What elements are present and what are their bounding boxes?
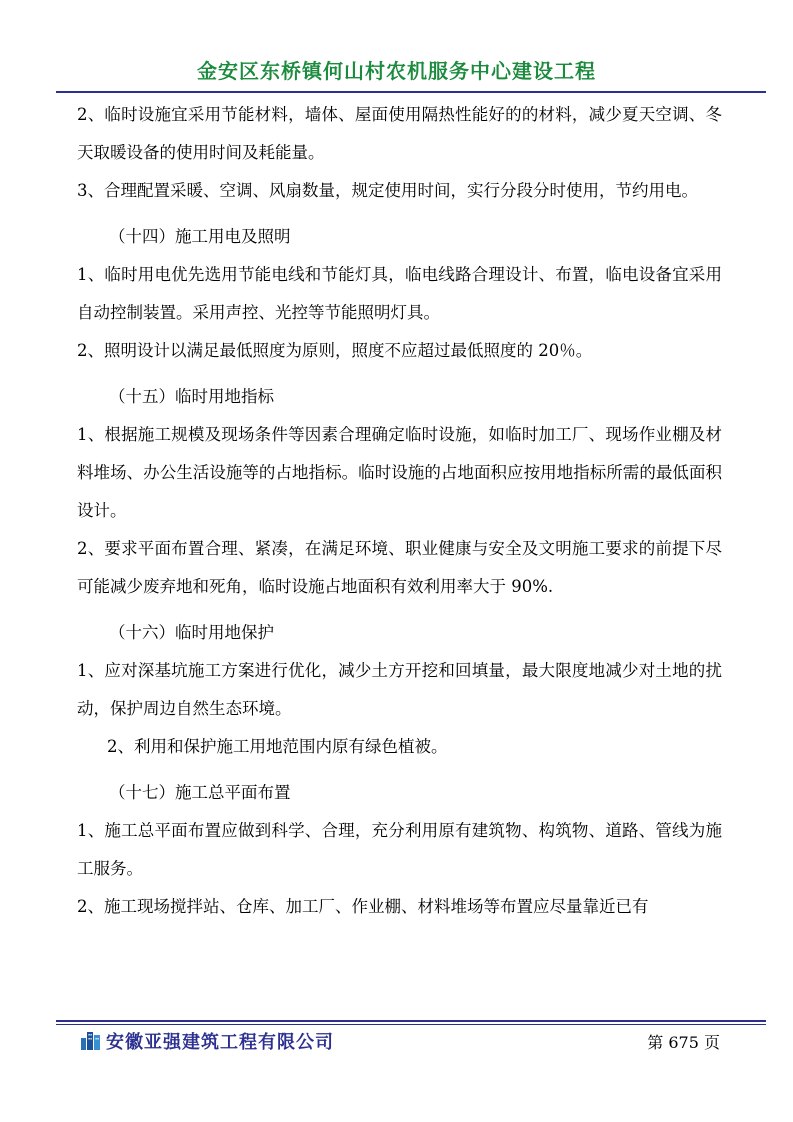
section-heading: （十四）施工用电及照明 <box>109 227 291 246</box>
building-logo-icon <box>80 1030 102 1050</box>
paragraph: 1、施工总平面布置应做到科学、合理，充分利用原有建筑物、构筑物、道路、管线为施工服务。 <box>77 821 722 878</box>
paragraph: 1、临时用电优先选用节能电线和节能灯具，临电线路合理设计、布置，临电设备宜采用自动控制装置。采用声控、光控等节能照明灯具。 <box>77 265 722 322</box>
paragraph: 1、应对深基坑施工方案进行优化，减少土方开挖和回填量，最大限度地减少对土地的扰动，保护周边自然生态环境。 <box>77 661 722 718</box>
document-body <box>77 96 722 926</box>
paragraph: 3、合理配置采暖、空调、风扇数量，规定使用时间，实行分段分时使用，节约用电。 <box>77 181 698 200</box>
section-heading: （十七）施工总平面布置 <box>109 783 291 802</box>
footer-rule-top <box>56 1020 766 1022</box>
footer-rule-bottom <box>56 1024 766 1025</box>
paragraph: 1、根据施工规模及现场条件等因素合理确定临时设施，如临时加工厂、现场作业棚及材料堆场、办公生活设施等的占地指标。临时设施的占地面积应按用地指标所需的最低面积设计。 <box>77 425 722 520</box>
paragraph: 2、临时设施宜采用节能材料，墙体、屋面使用隔热性能好的的材料，减少夏天空调、冬天取暖设备的使用时间及耗能量。 <box>77 105 722 162</box>
page-number: 第 675 页 <box>647 1033 720 1052</box>
page-footer <box>80 1028 720 1056</box>
paragraph: 2、施工现场搅拌站、仓库、加工厂、作业棚、材料堆场等布置应尽量靠近已有 <box>77 897 649 916</box>
company-name: 安徽亚强建筑工程有限公司 <box>106 1032 334 1053</box>
paragraph: 2、要求平面布置合理、紧凑，在满足环境、职业健康与安全及文明施工要求的前提下尽可能减少废弃地和死角，临时设施占地面积有效利用率大于 90%. <box>77 539 722 596</box>
page-header-title: 金安区东桥镇何山村农机服务中心建设工程 <box>197 59 596 83</box>
header-rule <box>56 91 766 93</box>
paragraph: 2、照明设计以满足最低照度为原则，照度不应超过最低照度的 20％。 <box>77 341 593 360</box>
paragraph: 2、利用和保护施工用地范围内原有绿色植被。 <box>107 737 448 756</box>
section-heading: （十五）临时用地指标 <box>109 387 274 406</box>
section-heading: （十六）临时用地保护 <box>109 623 274 642</box>
